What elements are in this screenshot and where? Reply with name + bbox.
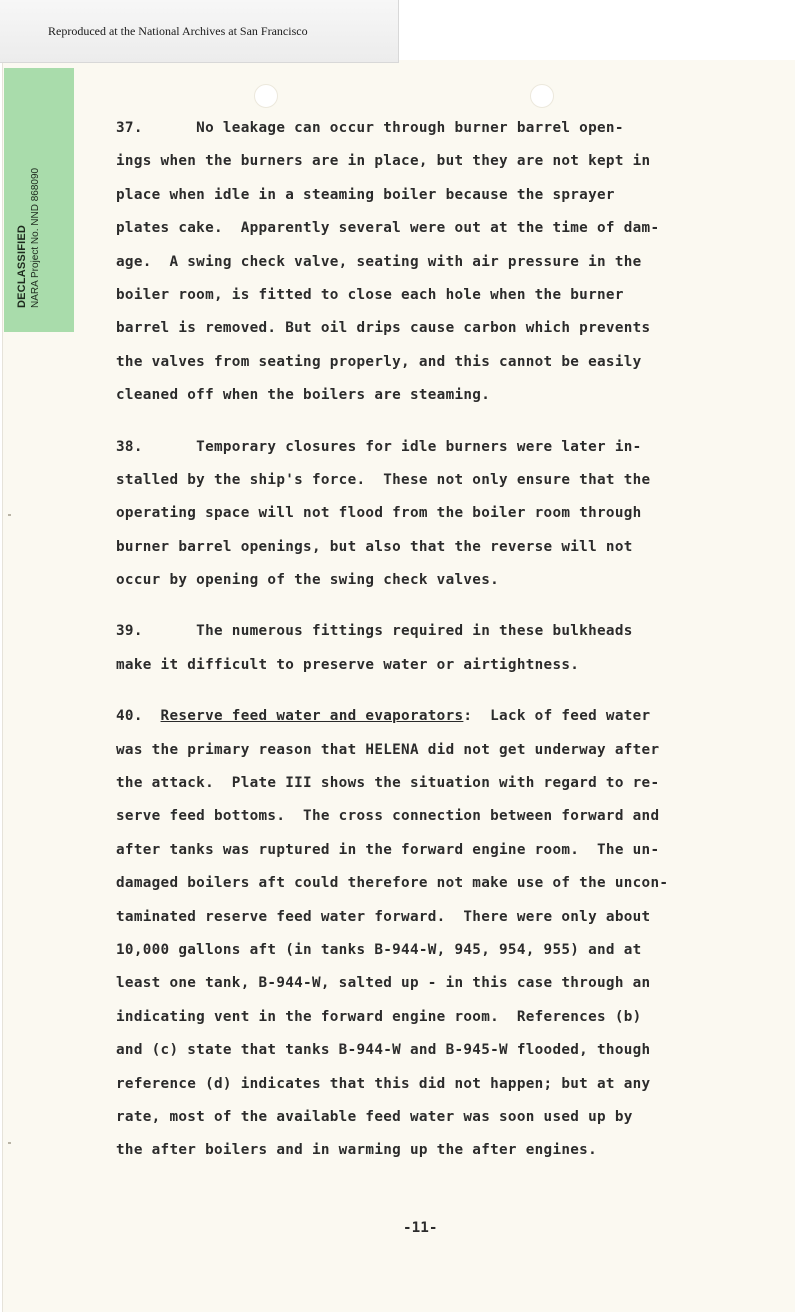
paper-speck — [8, 514, 11, 516]
text-line: cleaned off when the boilers are steaming. — [116, 387, 491, 404]
text-line: occur by opening of the swing check valves. — [116, 572, 500, 589]
archive-header — [0, 0, 399, 63]
archive-label: Reproduced at the National Archives at San Francisco — [48, 24, 308, 38]
text-line: reference (d) indicates that this did not happen; but at any — [116, 1075, 651, 1092]
text-line: burner barrel openings, but also that the reverse will not — [116, 538, 633, 555]
text-line: after tanks was ruptured in the forward engine room. The un- — [116, 841, 660, 858]
punch-hole — [530, 84, 554, 108]
paragraph-37 — [116, 112, 764, 413]
paragraph-prefix: 40. — [116, 708, 161, 725]
text-line: and (c) state that tanks B-944-W and B-945-W flooded, though — [116, 1042, 651, 1059]
declassified-stamp — [4, 68, 74, 332]
text-line: rate, most of the available feed water was soon used up by — [116, 1108, 633, 1125]
text-line: least one tank, B-944-W, salted up - in this case through an — [116, 975, 651, 992]
text-line: barrel is removed. But oil drips cause carbon which prevents — [116, 320, 651, 337]
text-line: make it difficult to preserve water or airtightness. — [116, 656, 580, 673]
paragraph-suffix: : Lack of feed water — [463, 708, 651, 725]
document-body — [116, 112, 764, 1186]
punch-hole — [254, 84, 278, 108]
text-line: the after boilers and in warming up the after engines. — [116, 1142, 598, 1159]
paragraph-39 — [116, 615, 764, 682]
text-line-with-heading — [116, 700, 764, 733]
text-line: 37. No leakage can occur through burner barrel open- — [116, 120, 624, 136]
text-line: 10,000 gallons aft (in tanks B-944-W, 945, 954, 955) and at — [116, 941, 642, 958]
stamp-project-number: NARA Project No. NND 868090 — [30, 167, 41, 308]
stamp-declassified: DECLASSIFIED — [16, 224, 28, 308]
text-line: the attack. Plate III shows the situation with regard to re- — [116, 775, 660, 792]
paragraph-40 — [116, 700, 764, 1167]
text-line: boiler room, is fitted to close each hole when the burner — [116, 286, 624, 303]
text-line: serve feed bottoms. The cross connection between forward and — [116, 808, 660, 825]
text-line: age. A swing check valve, seating with air pressure in the — [116, 253, 642, 270]
text-line: taminated reserve feed water forward. There were only about — [116, 908, 651, 925]
text-line: 38. Temporary closures for idle burners were later in- — [116, 438, 642, 455]
text-line: damaged boilers aft could therefore not make use of the uncon- — [116, 875, 669, 892]
text-line: 39. The numerous fittings required in these bulkheads — [116, 623, 633, 640]
text-line: plates cake. Apparently several were out at the time of dam- — [116, 220, 660, 237]
text-line: stalled by the ship's force. These not only ensure that the — [116, 471, 651, 488]
stamp-text-block — [16, 68, 42, 308]
text-line: the valves from seating properly, and this cannot be easily — [116, 353, 642, 370]
text-line: operating space will not flood from the boiler room through — [116, 505, 642, 522]
page-number: -11- — [403, 1220, 438, 1236]
text-line: indicating vent in the forward engine room. References (b) — [116, 1008, 642, 1025]
text-line: ings when the burners are in place, but they are not kept in — [116, 153, 651, 170]
section-heading: Reserve feed water and evaporators — [160, 708, 464, 725]
paper-speck — [8, 1142, 11, 1144]
text-line: place when idle in a steaming boiler because the sprayer — [116, 186, 615, 203]
paragraph-38 — [116, 431, 764, 598]
text-line: was the primary reason that HELENA did not get underway after — [116, 741, 660, 758]
